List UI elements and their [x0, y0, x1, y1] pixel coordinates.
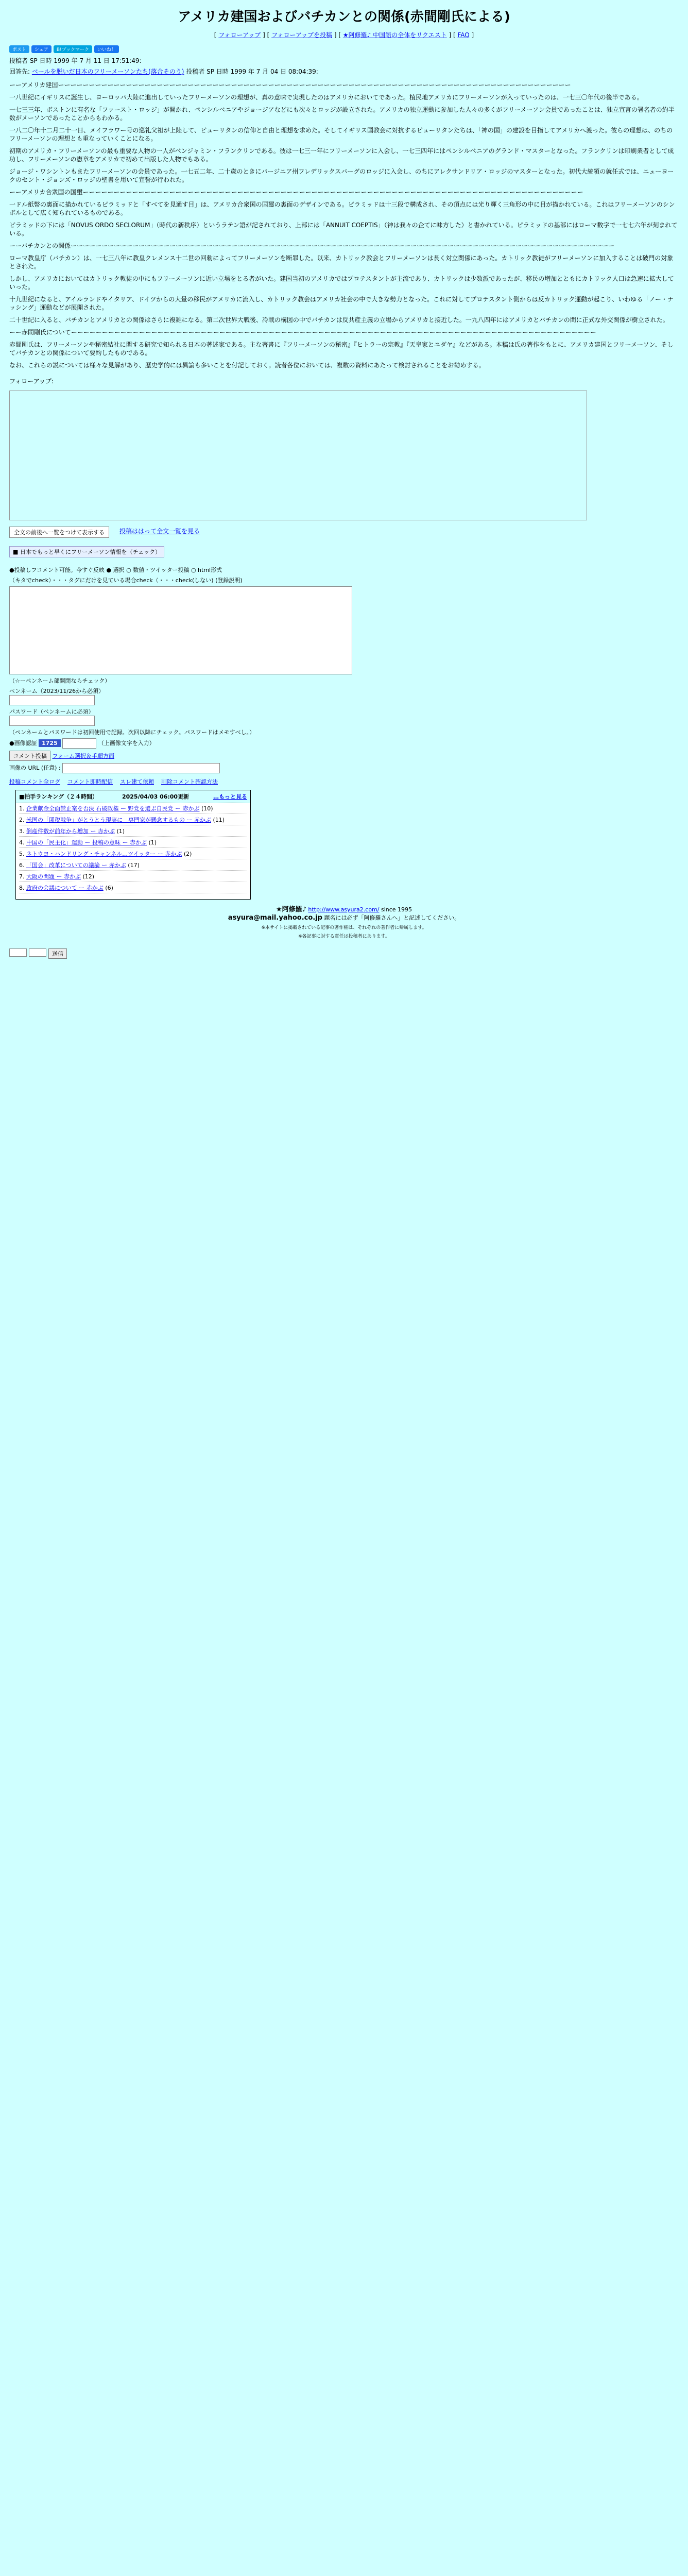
footer-brand: ★阿修羅♪ [276, 906, 306, 913]
ranking-link[interactable]: ネトウヨ・ハンドリング・チャンネル…ツイッター ー 赤かぶ [26, 851, 182, 857]
tweet-button[interactable]: ポスト [9, 45, 29, 53]
body-paragraph: ーーアメリカ建国ーーーーーーーーーーーーーーーーーーーーーーーーーーーーーーーーーーーーーーーーーーーーーーーーーーーーーーーーーーーーーーーーーーーーーーーーーーーーーーーーーーー [9, 81, 571, 89]
footer [9, 904, 679, 922]
frame-left-button[interactable]: 全文の前後へ一覧をつけて表示する [9, 527, 109, 538]
body-paragraph: しかし、アメリカにおいてはカトリック教徒の中にもフリーメーソンに近い立場をとる者がいた。建国当初のアメリカではプロテスタントが主流であり、カトリックは少数派であったが、移民の増加とともにカトリック人口は急速に拡大していった。 [9, 275, 674, 291]
bottom-input-2[interactable] [29, 948, 46, 957]
body-paragraph: 初期のアメリカ・フリーメーソンの最も重要な人物の一人がベンジャミン・フランクリンである。彼は一七三一年にフリーメーソンに入会し、一七三四年にはペンシルベニアのグランド・マスターとなった。フランクリンは印刷業者として成功し、フリーメーソンの憲章をアメリカで初めて出版した人物でもある。 [9, 147, 674, 163]
body-paragraph: ローマ教皇庁（バチカン）は、一七三八年に教皇クレメンス十二世の回勅によってフリーメーソンを断罪した。以来、カトリック教会とフリーメーソンは長く対立関係にあった。カトリック教徒がフリーメーソンに加入することは破門の対象とされた。 [9, 255, 674, 270]
comment-form [9, 566, 679, 773]
link-realtime[interactable]: コメント即時配信 [67, 778, 113, 785]
form-hint: （キタでcheck）・・・タグにだけを見ている場合check（・・・check(しない) (登録説明) [9, 577, 243, 584]
frame-buttons [9, 527, 679, 538]
form-intro: ●投稿しフコメント可能。今すぐ反映 ● 選択 ○ 数値・ツイッター投稿 ○ html形式 [9, 567, 222, 573]
ranking-more-link[interactable]: …もっと見る [213, 793, 247, 800]
body-paragraph: 一八世紀にイギリスに誕生し、ヨーロッパ大陸に進出していったフリーメーソンの理想が、真の意味で実現したのはアメリカにおいてであった。植民地アメリカにフリーメーソンが入っていったのは、一七三〇年代の後半である。 [9, 94, 643, 101]
comment-textarea[interactable] [9, 586, 352, 674]
post-body [9, 81, 679, 369]
nav-followup[interactable]: フォローアップ [218, 31, 261, 39]
ranking-item: 2. 米国の「関税戦争」がとうとう現実に 専門家が懸念するもの ー 赤かぶ (11) [19, 817, 247, 825]
footer-url[interactable]: http://www.asyura2.com/ [308, 906, 380, 913]
auth-label: ●画像認証 [9, 740, 37, 747]
reply-link[interactable]: ベールを脱いだ日本のフリーメーソンたち(落合そのう) [31, 68, 184, 75]
ranking-item: 8. 政府の会議について ー 赤かぶ (6) [19, 885, 247, 893]
body-paragraph: ピラミッドの下には「NOVUS ORDO SECLORUM」（時代の新秩序）というラテン語が記されており、上部には「ANNUIT COEPTIS」（神は我々の企てに味方した）と書かれている。ピラミッドの基部にはローマ数字で一七七六年が刻まれている。 [9, 222, 678, 237]
page [0, 0, 688, 959]
ranking-item: 4. 中国の「民主化」運動 ー 投稿の意味 ー 赤かぶ (1) [19, 839, 247, 848]
ranking-link[interactable]: 企業献金全面禁止案を否決 石破政権 ー 野党を選ぶ自民党 ー 赤かぶ [26, 805, 200, 812]
top-nav: [ フォローアップ ] [ フォローアップを投稿 ] [ ★阿修羅♪ 中国語の全体をリクエスト ] [ FAQ ] [214, 31, 474, 39]
ranking-updated: 2025/04/03 06:00更新 [122, 793, 190, 800]
password-note: （ペンネームとパスワードは初回使用で記録。次回以降にチェック。パスワードはメモすべし。） [9, 729, 255, 736]
link-all-log[interactable]: 投稿コメント全ログ [9, 778, 60, 785]
ad-frame [9, 391, 587, 520]
footer-note-1: ※本サイトに掲載されている記事の著作権は、それぞれの著作者に帰属します。 [261, 925, 427, 930]
bottom-search-bar [9, 948, 679, 959]
bottom-links [9, 777, 679, 786]
link-thread-request[interactable]: スレ建て依頼 [120, 778, 154, 785]
image-url-label: 画像の URL (任意) : [9, 765, 61, 771]
ranking-item: 3. 倒産件数が前年から増加 ー 赤かぶ (1) [19, 828, 247, 837]
body-paragraph: 十九世紀になると、アイルランドやイタリア、ドイツからの大量の移民がアメリカに流入し、カトリック教会はアメリカ社会の中で大きな勢力となった。これに対してプロテスタント側からは反カトリック運動が起こり、いわゆる「ノー・ナッシング」運動などが展開された。 [9, 296, 674, 311]
ranking-item: 1. 企業献金全面禁止案を否決 石破政権 ー 野党を選ぶ自民党 ー 赤かぶ (10) [19, 805, 247, 814]
ranking-list [16, 803, 250, 899]
ranking-link[interactable]: 中国の「民主化」運動 ー 投稿の意味 ー 赤かぶ [26, 839, 147, 846]
captcha-input[interactable] [62, 738, 96, 749]
share-buttons [9, 45, 679, 53]
form-note: （☆ーペンネーム部開閉ならチェック） [9, 677, 111, 684]
footer-since: since 1995 [381, 906, 412, 913]
body-paragraph: ーーアメリカ合衆国の国璽ーーーーーーーーーーーーーーーーーーーーーーーーーーーーーーーーーーーーーーーーーーーーーーーーーーーーーーーーーーーーーーーーーーーーーーーーーーーーーーーーー [9, 189, 583, 196]
ranking-link[interactable]: 「国会」改革についての議論 ー 赤かぶ [26, 862, 126, 869]
ranking-link[interactable]: 米国の「関税戦争」がとうとう現実に 専門家が懸念するもの ー 赤かぶ [26, 817, 211, 823]
bottom-input-1[interactable] [9, 948, 27, 957]
footer-note-2: ※各記事に対する責任は投稿者にあります。 [298, 934, 390, 939]
body-paragraph: 赤間剛氏は、フリーメーソンや秘密結社に関する研究で知られる日本の著述家である。主な著書に『フリーメーソンの秘密』『ヒトラーの宗教』『天皇家とユダヤ』などがある。本稿は氏の著作をもとに、アメリカ建国とフリーメーソン、そしてバチカンとの関係について要約したものである。 [9, 341, 674, 357]
submit-comment-button[interactable]: コメント投稿 [9, 751, 50, 761]
body-paragraph: 一八二〇年十二月二十一日、メイフラワー号の巡礼父祖が上陸して、ピューリタンの信仰と自由と理想を求めた。そしてイギリス国教会に対抗するピューリタンたちは、「神の国」の建設を目指してアメリカへ渡った。彼らの理想は、のちのフリーメーソンの理想とも重なっていくことになる。 [9, 127, 673, 142]
page-title: アメリカ建国およびバチカンとの関係(赤間剛氏による) [178, 9, 510, 25]
body-paragraph: 一ドル紙幣の裏面に描かれているピラミッドと「すべてを見通す目」は、アメリカ合衆国の国璽の裏面のデザインである。ピラミッドは十三段で構成され、その頂点には光り輝く三角形の中に目が描かれている。これはフリーメーソンのシンボルとして広く知られているものである。 [9, 201, 675, 216]
section-label: ■ 日本でもっと早くにフリーメーソン情報を（チェック） [9, 546, 164, 557]
body-paragraph: ーー赤間剛氏についてーーーーーーーーーーーーーーーーーーーーーーーーーーーーーーーーーーーーーーーーーーーーーーーーーーーーーーーーーーーーーーーーーーーーーーーーーーーーーーーーーーーーー [9, 329, 596, 336]
footer-contact: 題名には必ず「阿修羅さんへ」と記述してください。 [324, 914, 460, 921]
body-paragraph: なお、これらの説については様々な見解があり、歴史学的には異論も多いことを付記しておく。読者各位においては、複数の資料にあたって検討されることをお勧めする。 [9, 362, 485, 369]
like-button[interactable]: いいね！ [94, 45, 119, 53]
frame-right-link[interactable]: 投稿ははって全文一覧を見る [119, 528, 200, 535]
image-url-input[interactable] [62, 763, 220, 773]
ranking-item: 6. 「国会」改革についての議論 ー 赤かぶ (17) [19, 862, 247, 871]
post-meta: 投稿者 SP 日時 1999 年 7 月 11 日 17:51:49: [9, 57, 142, 64]
body-paragraph: ジョージ・ワシントンもまたフリーメーソンの会員であった。一七五二年、二十歳のときにバージニア州フレデリックスバーグのロッジに入会し、のちにアレクサンドリア・ロッジのマスターとなった。初代大統領の就任式では、ニューヨークのセント・ジョンズ・ロッジの聖書を用いて宣誓が行われた。 [9, 168, 674, 183]
facebook-share-button[interactable]: シェア [31, 45, 51, 53]
captcha-image: 1725 [39, 739, 61, 747]
reply-meta: 回答先: ベールを脱いだ日本のフリーメーソンたち(落合そのう) 投稿者 SP 日時 1999 年 7 月 04 日 08:04:39: [9, 68, 318, 75]
form-help-link[interactable]: フォーム選択＆手順方面 [52, 753, 114, 759]
nav-faq[interactable]: FAQ [457, 31, 470, 39]
link-delete-check[interactable]: 削除コメント確認方法 [161, 778, 218, 785]
ranking-item: 5. ネトウヨ・ハンドリング・チャンネル…ツイッター ー 赤かぶ (2) [19, 851, 247, 859]
nav-post-followup[interactable]: フォローアップを投稿 [271, 31, 333, 39]
ranking-item: 7. 大阪の問題 ー 赤かぶ (12) [19, 873, 247, 882]
captcha-note: （上画像文字を入力） [98, 740, 155, 747]
ranking-title: ■拍手ランキング（２４時間） [19, 793, 98, 800]
password-label: パスワード（ペンネームに必須） [9, 708, 94, 715]
name-label: ペンネーム（2023/11/26から必須） [9, 688, 105, 694]
ranking-link[interactable]: 政府の会議について ー 赤かぶ [26, 885, 104, 891]
body-paragraph: ーーバチカンとの関係ーーーーーーーーーーーーーーーーーーーーーーーーーーーーーーーーーーーーーーーーーーーーーーーーーーーーーーーーーーーーーーーーーーーーーーーーーーーーーーーーーーーーーーーー [9, 242, 615, 249]
nav-request[interactable]: ★阿修羅♪ 中国語の全体をリクエスト [342, 31, 447, 39]
ranking-link[interactable]: 大阪の問題 ー 赤かぶ [26, 873, 81, 880]
body-paragraph: 一七三三年、ボストンに有名な「ファースト・ロッジ」が開かれ、ペンシルベニアやジョージアなどにも次々とロッジが設立された。アメリカの独立運動に参加した人々の多くがフリーメーソン会員であったことは、独立宣言の署名者の約半数がメーソンであったことからもわかる。 [9, 106, 675, 122]
followup-label: フォローアップ: [9, 378, 54, 385]
password-input[interactable] [9, 716, 95, 726]
name-input[interactable] [9, 695, 95, 705]
bottom-send-button[interactable]: 送信 [48, 948, 67, 959]
ranking-link[interactable]: 倒産件数が前年から増加 ー 赤かぶ [26, 828, 115, 835]
hatena-bookmark-button[interactable]: B!ブックマーク [54, 45, 92, 53]
ranking-box [15, 790, 251, 900]
footer-email: asyura@mail.yahoo.co.jp [228, 914, 322, 922]
body-paragraph: 二十世紀に入ると、バチカンとアメリカとの関係はさらに複雑になる。第二次世界大戦後、冷戦の構図の中でバチカンは反共産主義の立場からアメリカと接近した。一九八四年にはアメリカとバチカンの間に正式な外交関係が樹立された。 [9, 316, 669, 324]
